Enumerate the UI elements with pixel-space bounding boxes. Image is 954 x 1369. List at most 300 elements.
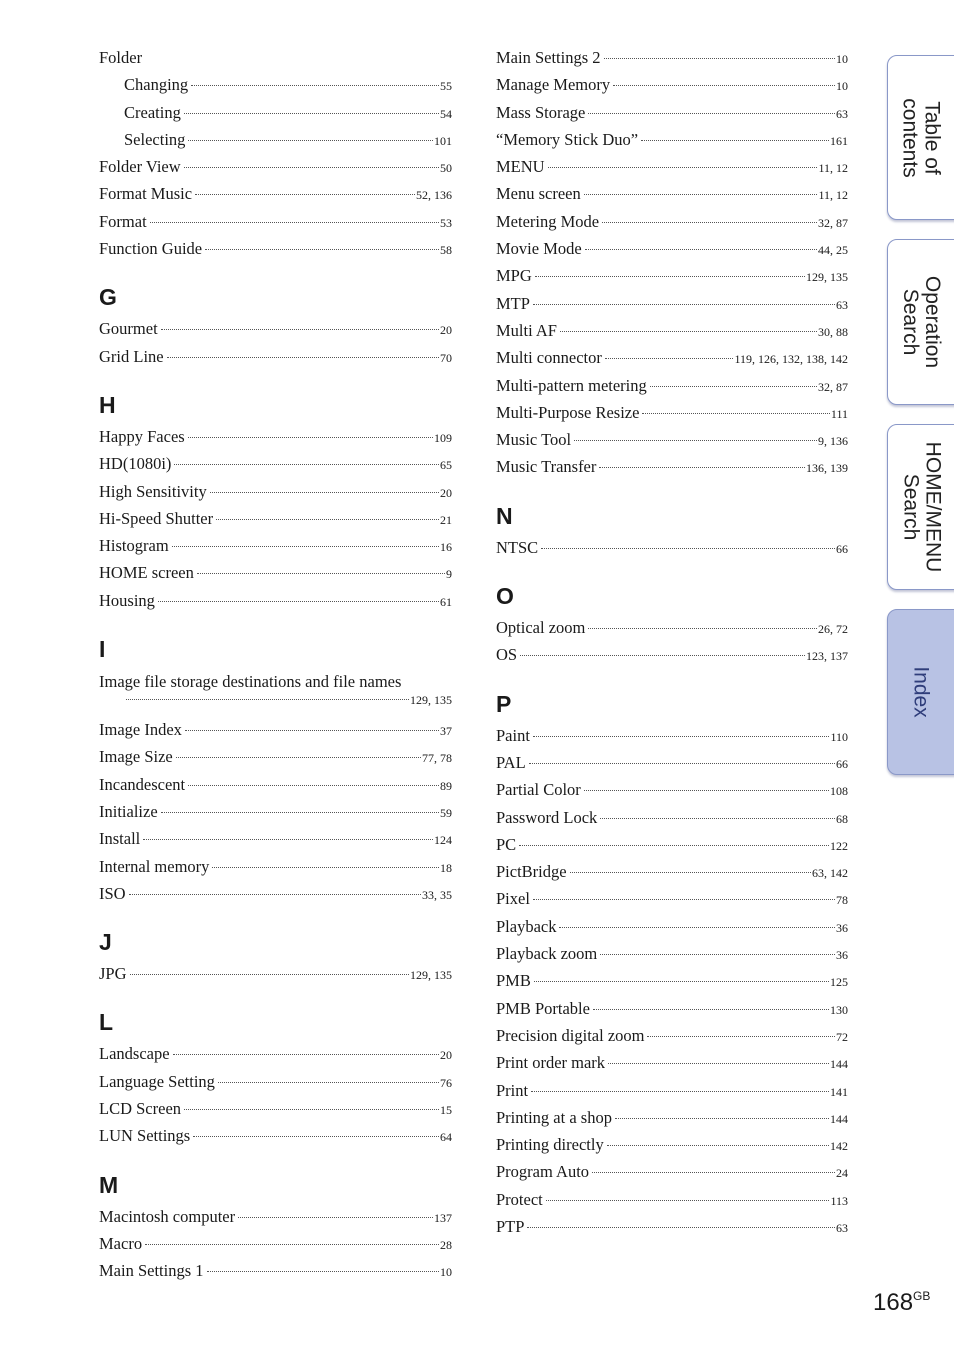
index-entry-continuation <box>99 693 452 720</box>
index-entry[interactable] <box>496 430 848 457</box>
dot-leader <box>533 736 830 737</box>
tab-label: Operation Search <box>898 275 944 369</box>
index-entry[interactable] <box>99 857 452 884</box>
index-entry[interactable] <box>99 239 452 266</box>
page-refs[interactable]: 124 <box>434 833 452 848</box>
dot-leader <box>602 222 817 223</box>
index-term: PictBridge <box>496 862 567 882</box>
page-refs[interactable]: 77, 78 <box>422 751 452 766</box>
tab-index[interactable] <box>887 609 954 775</box>
page-refs[interactable]: 89 <box>440 778 452 793</box>
index-entry[interactable] <box>99 720 452 747</box>
section-letter: N <box>496 502 513 529</box>
index-entry[interactable] <box>99 319 452 346</box>
page-refs[interactable]: 144 <box>830 1057 848 1072</box>
section-letter: O <box>496 583 514 610</box>
index-term: Initialize <box>99 801 158 821</box>
page-refs[interactable]: 37 <box>440 724 452 739</box>
index-entry[interactable] <box>99 212 452 239</box>
dot-leader <box>534 981 829 982</box>
index-term: NTSC <box>496 537 539 557</box>
index-entry[interactable] <box>496 1081 848 1108</box>
page-refs[interactable]: 26, 72 <box>818 622 848 637</box>
index-term: Housing <box>99 590 155 610</box>
index-term: LCD Screen <box>99 1099 182 1119</box>
index-entry[interactable] <box>496 1217 848 1244</box>
section-letter: P <box>496 690 512 717</box>
index-term: PMB <box>496 971 531 991</box>
page-refs[interactable]: 142 <box>830 1139 848 1154</box>
index-term: Main Settings 2 <box>496 48 601 67</box>
index-entry[interactable] <box>99 1044 452 1071</box>
index-entry[interactable] <box>496 835 848 862</box>
index-term: Language Setting <box>99 1071 215 1091</box>
index-term: Print order mark <box>496 1053 606 1073</box>
section-letter: H <box>99 391 116 418</box>
index-term: Program Auto <box>496 1162 590 1182</box>
page-refs[interactable]: 108 <box>830 784 848 799</box>
index-entry[interactable] <box>496 157 848 184</box>
section-letter: L <box>99 1009 114 1036</box>
index-term: Precision digital zoom <box>496 1025 645 1045</box>
index-term: Histogram <box>99 536 169 556</box>
section-letter: G <box>99 284 117 311</box>
index-entry[interactable] <box>99 536 452 563</box>
index-term: MPG <box>496 266 532 286</box>
index-entry[interactable] <box>496 1162 848 1189</box>
dot-leader <box>205 249 439 250</box>
index-entry[interactable] <box>496 266 848 293</box>
page-refs[interactable]: 66 <box>836 756 848 771</box>
dot-leader <box>207 1271 439 1272</box>
index-term: Metering Mode <box>496 211 600 231</box>
index-entry[interactable] <box>99 1126 452 1153</box>
dot-leader <box>210 492 439 493</box>
index-entry[interactable] <box>496 726 848 753</box>
dot-leader <box>559 927 835 928</box>
page-refs[interactable]: 59 <box>440 805 452 820</box>
index-entry[interactable] <box>99 964 452 991</box>
dot-leader <box>588 113 835 114</box>
page-refs[interactable]: 136, 139 <box>806 461 848 476</box>
dot-leader <box>216 519 439 520</box>
dot-leader <box>533 899 835 900</box>
index-entry[interactable] <box>99 482 452 509</box>
page-refs[interactable]: 36 <box>836 948 848 963</box>
page-refs[interactable]: 53 <box>440 215 452 230</box>
page-refs[interactable]: 137 <box>434 1210 452 1225</box>
index-entry[interactable] <box>99 157 452 184</box>
index-term: Changing <box>124 75 189 95</box>
index-entry[interactable] <box>99 884 452 911</box>
index-entry[interactable] <box>496 457 848 484</box>
index-term: HD(1080i) <box>99 454 172 474</box>
page-refs[interactable]: 9, 136 <box>818 434 848 449</box>
dot-leader <box>584 790 829 791</box>
index-entry[interactable] <box>496 645 848 672</box>
index-term: Print <box>496 1080 529 1100</box>
page-refs[interactable]: 66 <box>836 541 848 556</box>
index-entry[interactable] <box>99 454 452 481</box>
index-term: Format <box>99 211 147 231</box>
dot-leader <box>541 548 835 549</box>
page-refs[interactable]: 76 <box>440 1075 452 1090</box>
dot-leader <box>520 655 805 656</box>
index-term: Playback <box>496 916 557 936</box>
tab-label: Index <box>910 666 933 718</box>
dot-leader <box>145 1244 439 1245</box>
index-term: Optical zoom <box>496 618 586 638</box>
dot-leader <box>533 304 835 305</box>
page-refs[interactable]: 16 <box>440 540 452 555</box>
index-entry[interactable] <box>99 347 452 374</box>
section-letter: I <box>99 636 106 663</box>
dot-leader <box>531 1091 829 1092</box>
index-entry[interactable] <box>496 808 848 835</box>
page-refs[interactable]: 10 <box>836 79 848 94</box>
index-term: Partial Color <box>496 780 581 800</box>
page-refs[interactable]: 64 <box>440 1130 452 1145</box>
index-term: Manage Memory <box>496 75 611 95</box>
dot-leader <box>600 818 835 819</box>
page-refs[interactable]: 110 <box>830 729 848 744</box>
page-refs[interactable]: 78 <box>836 893 848 908</box>
index-term: Function Guide <box>99 239 203 259</box>
page-refs[interactable]: 122 <box>830 838 848 853</box>
index-entry[interactable] <box>496 944 848 971</box>
index-column-left <box>99 48 452 1289</box>
index-term: PMB Portable <box>496 998 590 1018</box>
dot-leader <box>184 167 439 168</box>
index-entry[interactable] <box>496 1053 848 1080</box>
page-refs[interactable]: 61 <box>440 594 452 609</box>
page-refs[interactable]: 52, 136 <box>416 188 452 203</box>
index-term: Paint <box>496 725 530 745</box>
page-refs[interactable]: 63 <box>836 297 848 312</box>
page-number-suffix: GB <box>913 1289 931 1303</box>
index-entry[interactable] <box>496 862 848 889</box>
page-refs[interactable]: 63 <box>836 106 848 121</box>
page-refs[interactable]: 129, 135 <box>410 693 452 708</box>
index-entry[interactable] <box>99 563 452 590</box>
index-entry[interactable] <box>496 321 848 348</box>
dot-leader <box>184 1109 439 1110</box>
index-entry[interactable] <box>496 1108 848 1135</box>
page-refs[interactable]: 20 <box>440 485 452 500</box>
index-entry[interactable] <box>496 1026 848 1053</box>
index-term: Menu screen <box>496 184 581 204</box>
index-entry[interactable] <box>496 403 848 430</box>
page-refs[interactable]: 36 <box>836 920 848 935</box>
tab-table-of-contents[interactable] <box>887 55 954 220</box>
dot-leader <box>176 757 421 758</box>
index-term: Multi connector <box>496 348 602 368</box>
index-term: Printing directly <box>496 1135 604 1155</box>
index-entry[interactable] <box>99 48 452 75</box>
dot-leader <box>535 276 805 277</box>
index-entry[interactable] <box>496 184 848 211</box>
page-refs[interactable]: 44, 25 <box>818 243 848 258</box>
page-refs[interactable]: 144 <box>830 1111 848 1126</box>
page-refs[interactable]: 9 <box>446 567 452 582</box>
index-entry[interactable] <box>99 775 452 802</box>
index-term: Incandescent <box>99 774 186 794</box>
dot-leader <box>193 1136 439 1137</box>
page-refs[interactable]: 63 <box>836 1220 848 1235</box>
dot-leader <box>161 329 439 330</box>
page-refs[interactable]: 68 <box>836 811 848 826</box>
dot-leader <box>548 167 818 168</box>
tab-label: HOME/MENU Search <box>899 441 945 573</box>
tab-home-menu-search[interactable] <box>887 424 954 590</box>
page-refs[interactable]: 30, 88 <box>818 324 848 339</box>
dot-leader <box>604 58 835 59</box>
index-entry[interactable] <box>99 829 452 856</box>
page-refs[interactable]: 113 <box>830 1193 848 1208</box>
dot-leader <box>195 194 415 195</box>
dot-leader <box>588 628 817 629</box>
page-refs[interactable]: 119, 126, 132, 138, 142 <box>734 352 848 367</box>
index-term: Movie Mode <box>496 239 582 259</box>
page-refs[interactable]: 58 <box>440 243 452 258</box>
index-entry[interactable] <box>496 103 848 130</box>
index-term: Playback zoom <box>496 944 598 964</box>
index-term: PAL <box>496 752 526 772</box>
dot-leader <box>167 357 439 358</box>
dot-leader <box>529 763 835 764</box>
dot-leader <box>172 546 439 547</box>
dot-leader <box>527 1227 835 1228</box>
dot-leader <box>599 467 805 468</box>
index-term: Printing at a shop <box>496 1107 612 1127</box>
index-entry[interactable] <box>496 376 848 403</box>
page-refs[interactable]: 109 <box>434 430 452 445</box>
page-refs[interactable]: 54 <box>440 106 452 121</box>
dot-leader <box>641 140 829 141</box>
index-term: Gourmet <box>99 319 158 339</box>
index-term: Creating <box>124 102 181 122</box>
dot-leader <box>608 1063 829 1064</box>
tab-operation-search[interactable] <box>887 239 954 405</box>
index-entry[interactable] <box>99 1099 452 1126</box>
page-number-value: 168 <box>873 1289 914 1316</box>
index-term: Macro <box>99 1233 143 1253</box>
index-entry[interactable] <box>99 591 452 618</box>
index-term: Folder View <box>99 157 181 177</box>
page-refs[interactable]: 24 <box>836 1166 848 1181</box>
dot-leader <box>238 1217 433 1218</box>
index-term: Protect <box>496 1189 543 1209</box>
page-refs[interactable]: 65 <box>440 458 452 473</box>
page-refs[interactable]: 130 <box>830 1002 848 1017</box>
index-term: MTP <box>496 293 530 313</box>
index-entry[interactable] <box>496 753 848 780</box>
dot-leader <box>185 730 439 731</box>
index-entry[interactable] <box>496 780 848 807</box>
index-entry[interactable] <box>99 747 452 774</box>
index-term: Music Tool <box>496 430 572 450</box>
page-refs[interactable]: 161 <box>830 133 848 148</box>
dot-leader <box>585 249 817 250</box>
index-term: JPG <box>99 964 127 984</box>
dot-leader <box>188 140 433 141</box>
index-term: High Sensitivity <box>99 481 207 501</box>
index-entry[interactable] <box>99 1207 452 1234</box>
index-entry[interactable] <box>99 1072 452 1099</box>
page-refs[interactable]: 70 <box>440 350 452 365</box>
dot-leader <box>574 440 817 441</box>
section-letter: J <box>99 929 112 956</box>
index-entry[interactable] <box>496 1190 848 1217</box>
index-term: Multi-pattern metering <box>496 375 647 395</box>
index-term: Mass Storage <box>496 102 586 122</box>
index-entry[interactable] <box>496 48 848 75</box>
index-term: MENU <box>496 157 545 177</box>
page-refs[interactable]: 125 <box>830 975 848 990</box>
dot-leader <box>191 85 439 86</box>
dot-leader <box>613 85 835 86</box>
dot-leader <box>150 222 439 223</box>
index-term: PTP <box>496 1216 525 1236</box>
index-term: Multi AF <box>496 320 557 340</box>
index-entry[interactable] <box>99 509 452 536</box>
index-entry[interactable] <box>496 999 848 1026</box>
dot-leader <box>592 1172 835 1173</box>
page-refs[interactable]: 20 <box>440 1048 452 1063</box>
index-term: Internal memory <box>99 856 210 876</box>
index-entry[interactable] <box>99 1261 452 1288</box>
index-term: Format Music <box>99 184 193 204</box>
tab-label: Table of contents <box>898 97 944 178</box>
index-term: LUN Settings <box>99 1126 191 1146</box>
dot-leader <box>212 867 439 868</box>
page-refs[interactable]: 11, 12 <box>818 161 848 176</box>
index-term: Main Settings 1 <box>99 1261 204 1281</box>
index-term: PC <box>496 834 517 854</box>
page-refs[interactable]: 101 <box>434 133 452 148</box>
index-term: Multi-Purpose Resize <box>496 402 640 422</box>
dot-leader <box>161 812 439 813</box>
index-term: OS <box>496 645 518 665</box>
page-refs[interactable]: 72 <box>836 1029 848 1044</box>
index-subentry[interactable] <box>99 103 452 130</box>
dot-leader <box>197 573 445 574</box>
page-refs[interactable]: 129, 135 <box>806 270 848 285</box>
index-term: Image Size <box>99 747 173 767</box>
page-refs[interactable]: 55 <box>440 79 452 94</box>
page-refs[interactable]: 15 <box>440 1103 452 1118</box>
index-entry[interactable] <box>99 184 452 211</box>
index-term: Password Lock <box>496 807 598 827</box>
page-refs[interactable]: 141 <box>830 1084 848 1099</box>
index-entry[interactable] <box>496 212 848 239</box>
index-term: Image Index <box>99 720 182 740</box>
index-term: Pixel <box>496 889 530 909</box>
page-refs[interactable]: 129, 135 <box>410 968 452 983</box>
index-entry[interactable] <box>99 427 452 454</box>
dot-leader <box>584 194 818 195</box>
page-refs[interactable]: 20 <box>440 323 452 338</box>
index-subentry[interactable] <box>99 75 452 102</box>
dot-leader <box>184 113 439 114</box>
index-entry[interactable] <box>496 75 848 102</box>
index-term: Image file storage destinations and file names <box>99 672 402 692</box>
section-letter: M <box>99 1171 119 1198</box>
dot-leader <box>126 699 409 700</box>
index-entry[interactable] <box>496 917 848 944</box>
index-term: ISO <box>99 883 126 903</box>
page-refs[interactable]: 10 <box>440 1265 452 1280</box>
index-entry[interactable] <box>496 294 848 321</box>
dot-leader <box>143 839 433 840</box>
dot-leader <box>607 1145 829 1146</box>
page-number <box>873 1289 930 1317</box>
index-entry[interactable] <box>496 348 848 375</box>
index-entry[interactable] <box>496 239 848 266</box>
index-term: Music Transfer <box>496 457 597 477</box>
index-column-right <box>496 48 848 1244</box>
page-refs[interactable]: 21 <box>440 512 452 527</box>
dot-leader <box>642 413 829 414</box>
index-entry[interactable] <box>99 1234 452 1261</box>
dot-leader <box>173 1054 439 1055</box>
index-term: Landscape <box>99 1044 170 1064</box>
dot-leader <box>546 1200 830 1201</box>
dot-leader <box>650 386 817 387</box>
index-entry[interactable] <box>496 971 848 998</box>
index-entry[interactable] <box>99 802 452 829</box>
page-refs[interactable]: 28 <box>440 1237 452 1252</box>
page-refs[interactable]: 32, 87 <box>818 215 848 230</box>
page-refs[interactable]: 33, 35 <box>422 887 452 902</box>
index-entry[interactable] <box>496 130 848 157</box>
dot-leader <box>158 601 439 602</box>
dot-leader <box>593 1009 829 1010</box>
index-term: Happy Faces <box>99 426 185 446</box>
index-entry[interactable] <box>496 1135 848 1162</box>
dot-leader <box>218 1082 439 1083</box>
dot-leader <box>174 464 439 465</box>
index-term: Hi-Speed Shutter <box>99 508 214 528</box>
page-refs[interactable]: 63, 142 <box>812 866 848 881</box>
index-entry[interactable] <box>496 538 848 565</box>
index-subentry[interactable] <box>99 130 452 157</box>
index-term: HOME screen <box>99 563 194 583</box>
dot-leader <box>130 974 409 975</box>
page-refs[interactable]: 123, 137 <box>806 649 848 664</box>
dot-leader <box>600 954 835 955</box>
page-refs[interactable]: 50 <box>440 161 452 176</box>
index-entry[interactable] <box>496 889 848 916</box>
dot-leader <box>560 331 817 332</box>
page-refs[interactable]: 111 <box>830 406 848 421</box>
index-term: Install <box>99 829 141 849</box>
dot-leader <box>647 1036 835 1037</box>
index-term: Grid Line <box>99 346 164 366</box>
page-refs[interactable]: 10 <box>836 52 848 66</box>
index-entry[interactable] <box>99 671 452 720</box>
page-refs[interactable]: 32, 87 <box>818 379 848 394</box>
dot-leader <box>129 894 421 895</box>
dot-leader <box>615 1118 829 1119</box>
page-refs[interactable]: 18 <box>440 860 452 875</box>
index-entry[interactable] <box>496 618 848 645</box>
page-refs[interactable]: 11, 12 <box>818 188 848 203</box>
index-term: Macintosh computer <box>99 1206 236 1226</box>
index-term: Selecting <box>124 129 186 149</box>
index-term: Folder <box>99 48 143 67</box>
dot-leader <box>519 845 829 846</box>
